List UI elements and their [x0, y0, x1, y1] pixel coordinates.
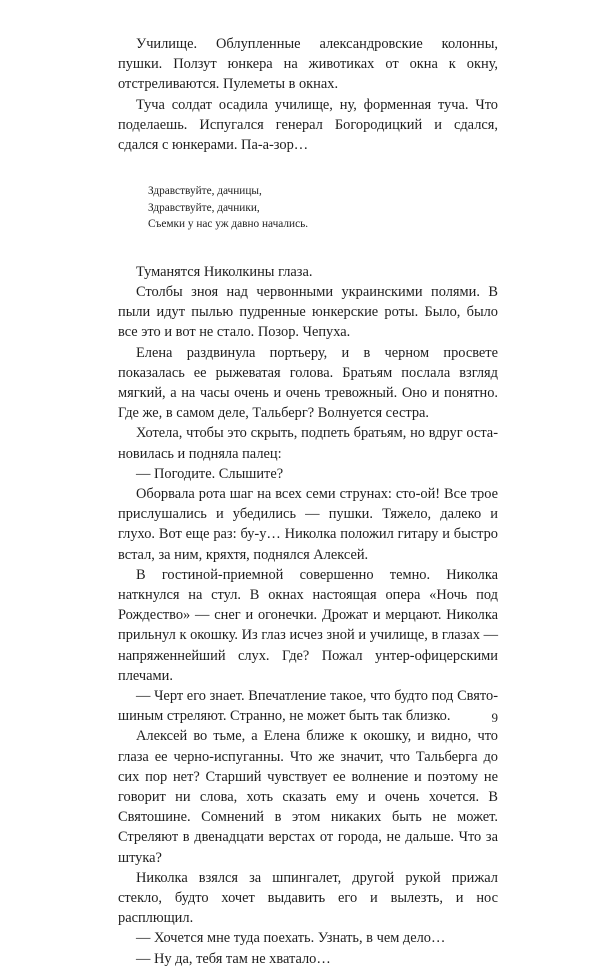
paragraph: Николка взялся за шпингалет, другой рукой прижал стекло, будто хочет выдавить его и вылезть, и нос расплющил. [118, 869, 498, 927]
paragraph: Хотела, чтобы это скрыть, подпеть братьям, но вдруг остановилась и подняла палец: [118, 425, 498, 462]
main-text [118, 34, 498, 969]
verse-line: Здравствуйте, дачники, [148, 201, 260, 214]
paragraph: — Погодите. Слышите? [136, 465, 284, 482]
paragraph: — Ну да, тебя там не хватало… [136, 950, 331, 967]
paragraph: Елена раздвинула портьеру, и в черном просвете показалась ее рыжеватая голова. Братьям послала взгляд мягкий, а на часы очень и очень тревожный. Оно и понятно. Где же, в самом деле, Тальберг? Волнуется сестра. [118, 344, 498, 422]
paragraph: — Хочется мне туда поехать. Узнать, в чем дело… [136, 930, 446, 947]
paragraph: Училище. Облупленные александровские колонны, пушки. Ползут юнкера на животиках от окна к окну, отстреливаются. Пулеметы в окнах. [118, 36, 498, 93]
paragraph: В гостиной-приемной совершенно темно. Николка наткнулся на стул. В окнах настоящая опера «Ночь под Рождество» — снег и огонечки. Дрожат и мерцают. Николка прильнул к окошку. Из глаз исчез зной и училище, в глазах — напряженнейший слух. Где? Пожал унтер-офицерскими плечами. [118, 566, 498, 684]
verse-block [148, 183, 498, 233]
paragraph: Оборвала рота шаг на всех семи струнах: сто-ой! Все трое прислушались и убедились — пушки. Тяжело, далеко и глухо. Вот еще раз: бу-у… Николка положил гитару и быстро встал, за ним, кряхтя, поднялся Алексей. [118, 485, 498, 563]
paragraph: Туча солдат осадила училище, ну, форменная туча. Что поделаешь. Испугался генерал Богородицкий и сдался, сдался с юнкерами. Па-а-зор… [118, 96, 498, 154]
verse-line: Съемки у нас уж давно начались. [148, 218, 309, 231]
paragraph: Алексей во тьме, а Елена ближе к окошку, и видно, что глаза ее черно-испуганны. Что же значит, что Тальберга до сих пор нет? Старший чувствует ее волнение и поэтому не говорит ни слова, хоть сказать ему и очень хочется. В Святошине. Сомнений в этом никаких быть не может. Стреляют в двенадцати верстах от города, не дальше. Что за штука? [118, 728, 498, 866]
paragraph: — Черт его знает. Впечатление такое, что будто под Святошиным стреляют. Странно, не может быть так близко. [118, 687, 498, 725]
verse-line: Здравствуйте, дачницы, [148, 185, 262, 198]
paragraph: Столбы зноя над червонными украинскими полями. В пыли идут пылью пудренные юнкерские роты. Было, было все это и вот не стало. Позор. Чепуха. [118, 283, 498, 341]
page-number: 9 [491, 710, 498, 725]
paragraph: Туманятся Николкины глаза. [136, 263, 313, 280]
